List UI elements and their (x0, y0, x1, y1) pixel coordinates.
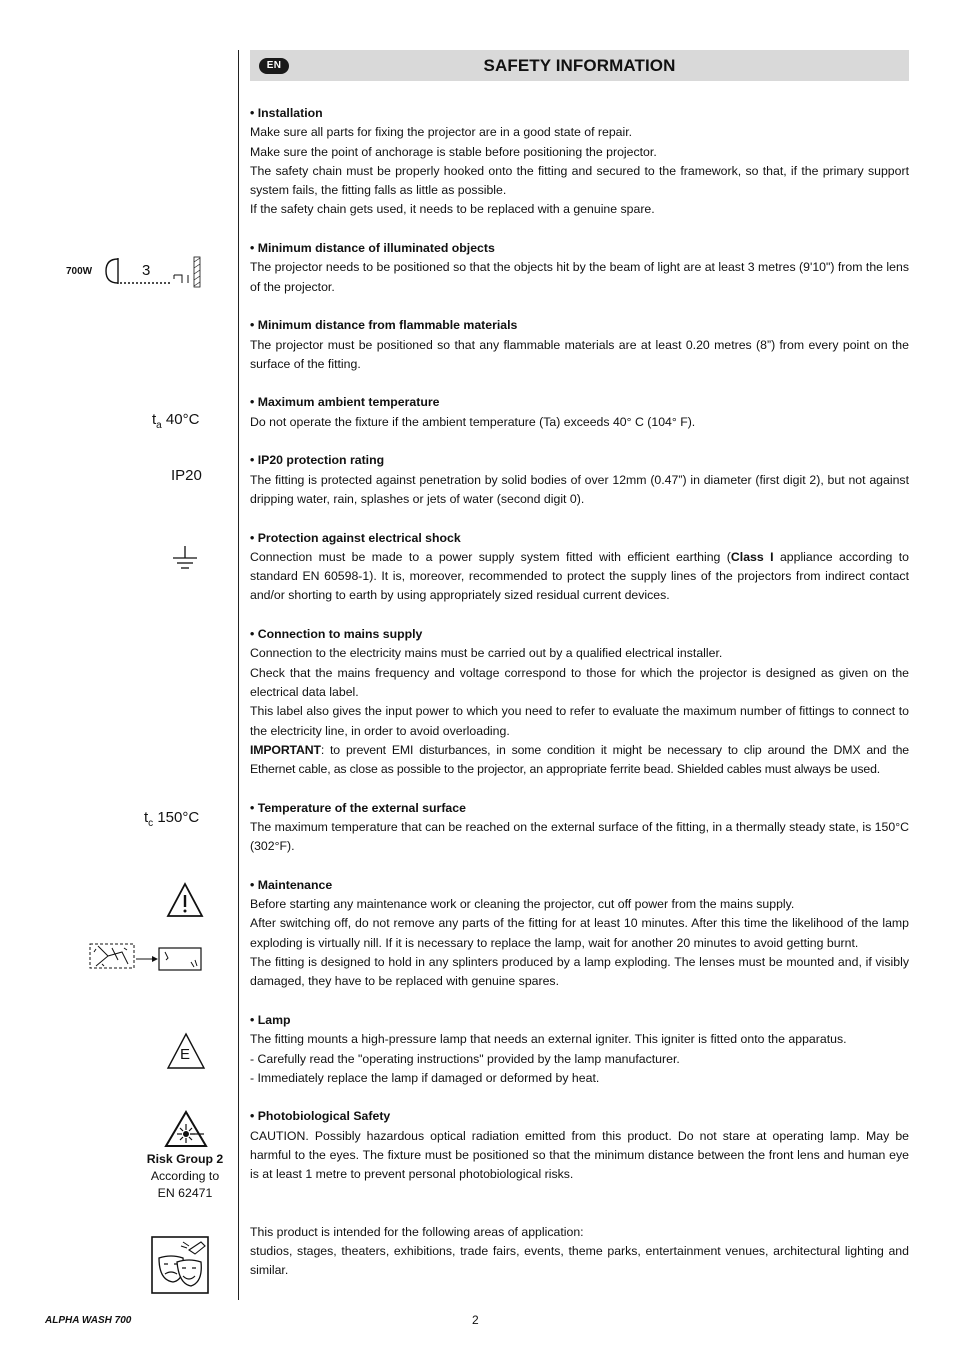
section-application-areas: This product is intended for the following areas of application: studios, stages, theaters, exhibitions, trade fairs, events, theme parks, entertainment venues, architectural lighting and similar. (250, 1224, 909, 1278)
section-lamp: • Lamp The fitting mounts a high-pressure lamp that needs an external igniter. This igniter is fitted onto the apparatus. - Carefully read the "operating instructions" provided by the lamp manufacturer. - Immediately replace the lamp if damaged or deformed by heat. (250, 1012, 847, 1085)
power-label: 700W (66, 266, 93, 277)
section-maintenance: • Maintenance Before starting any maintenance work or cleaning the projector, cut off power from the mains supply. After switching off, do not remove any parts of the fitting for at least 10 minutes. After this time the likelihood of the lamp exploding is virtually nill. If it is necessary to replace the lamp, wait for another 20 minutes to avoid getting burnt. The fitting is designed to hold in any splinters produced by a lamp exploding. The lenses must be mounted and, if visibly damaged, they have to be replaced with genuine spares. (250, 877, 909, 989)
section-min-distance-objects: • Minimum distance of illuminated objects The projector needs to be positioned so that the objects hit by the beam of light are at least 3 metres (9'10") from the lens of the projector. (250, 241, 909, 294)
safety-content (250, 104, 909, 1300)
earth-ground-icon (170, 544, 200, 574)
section-header (250, 50, 909, 81)
section-ip20-rating: • IP20 protection rating The fitting is protected against penetration by solid bodies of over 12mm (0.47”) in diameter (first digit 2), but not against dripping water, rain, splashes or jets of water (second digit 0). (250, 453, 909, 506)
section-surface-temperature: • Temperature of the external surface The maximum temperature that can be reached on the external surface of the fitting, in a thermally steady state, is 150°C (302°F). (250, 800, 909, 854)
broken-lens-replace-icon (88, 942, 206, 972)
surface-temp-symbol: $t_c$ 150°C (144, 809, 200, 829)
standard-label: EN 62471 (157, 1186, 213, 1200)
according-to-label: According to (150, 1169, 220, 1183)
ambient-temp-symbol: $t_a$ 40°C (152, 411, 200, 431)
risk-group-label: Risk Group 2 (146, 1152, 224, 1166)
ip-rating-symbol: IP20 (171, 467, 202, 484)
section-photobiological: • Photobiological Safety CAUTION. Possibly hazardous optical radiation emitted from this product. Do not stare at operating lamp. May be harmful to the eyes. The fixture must be positioned so that the minimum distance between the front lens and human eye is at least 1 metre to prevent personal photobiological risks. (250, 1109, 909, 1182)
warning-triangle-icon (166, 882, 204, 918)
section-electrical-shock: • Protection against electrical shock Connection must be made to a power supply system fitted with efficient earthing (Class I appliance according to standard EN 60598-1). It is, moreover, recommended to protect the supply lines of the projectors from indirect contact and/or shorting to earth by using appropriately sized residual current devices. (250, 530, 909, 603)
section-ambient-temperature: • Maximum ambient temperature Do not operate the fixture if the ambient temperature (Ta) exceeds 40° C (104° F). (250, 395, 696, 429)
page-number: 2 (472, 1313, 479, 1327)
beam-distance-icon (102, 253, 212, 289)
product-name: ALPHA WASH 700 (45, 1315, 132, 1326)
entertainment-masks-icon (151, 1236, 209, 1294)
distance-symbol (66, 253, 216, 289)
language-badge: EN (259, 58, 289, 74)
section-mains-supply: • Connection to mains supply Connection to the electricity mains must be carried out by a qualified electrical installer. Check that the mains frequency and voltage correspond to those for which the projector is designed as given on the electrical data label. This label also gives the input power to which you need to refer to evaluate the maximum number of fittings to connect to the electricity line, in order to avoid overloading. IMPORTANT: to prevent EMI disturbances, in some condition it might be necessary to clip around the DMX and the Ethernet cable, as close as possible to the projector, an appropriate ferrite bead. Shielded cables must always be used. (250, 627, 909, 777)
risk-group-block (130, 1151, 240, 1202)
e-lamp-letter: E (180, 1046, 191, 1063)
section-installation: • Installation Make sure all parts for fixing the projector are in a good state of repair. Make sure the point of anchorage is stable before positioning the projector. The safety chain must be properly hooked onto the fitting and secured to the framework, so that, if the primary support system fails, the fitting falls as little as possible. If the safety chain gets used, it needs to be replaced with a genuine spare. (250, 106, 909, 217)
column-divider (238, 50, 239, 1300)
distance-value: 3 (142, 262, 151, 279)
section-min-distance-flammable: • Minimum distance from flammable materials The projector must be positioned so that any flammable materials are at least 0.20 metres (8”) from every point on the surface of the fitting. (250, 318, 909, 371)
laser-radiation-icon (164, 1110, 208, 1148)
page-title: SAFETY INFORMATION (483, 56, 676, 75)
